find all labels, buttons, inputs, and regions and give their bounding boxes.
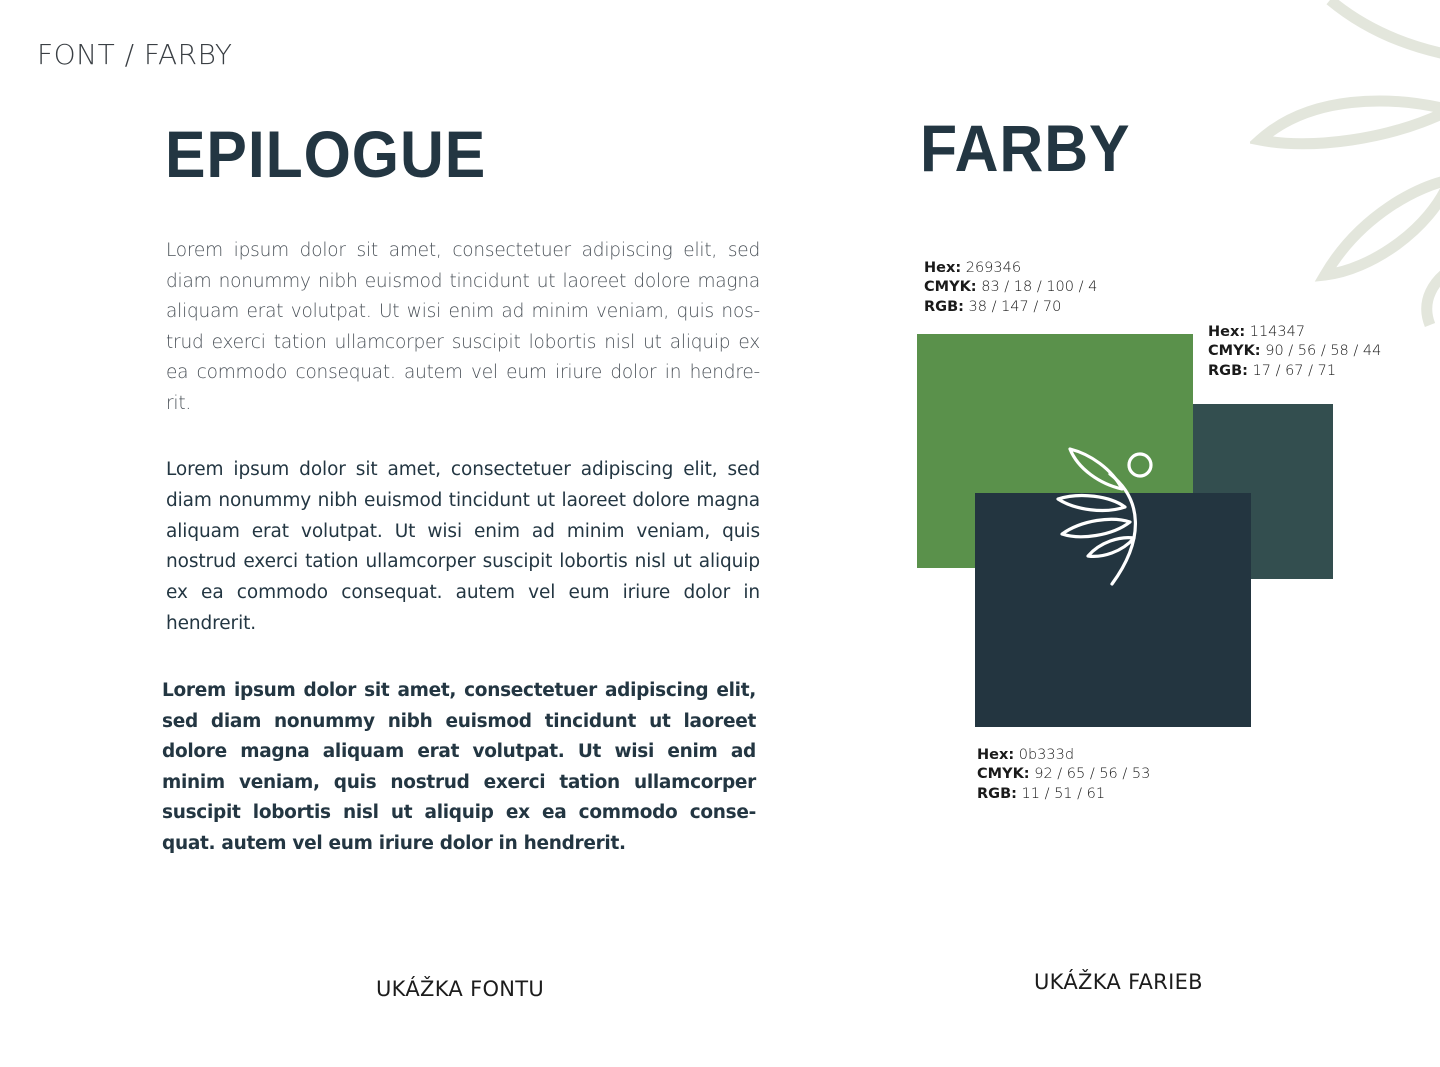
color-sample-caption: UKÁŽKA FARIEB xyxy=(1034,970,1203,994)
font-name-heading: EPILOGUE xyxy=(165,117,487,191)
colors-heading: FARBY xyxy=(920,111,1131,185)
leaf-figure-icon xyxy=(1050,444,1160,590)
swatch-info-dark: Hex: 0b333d CMYK: 92 / 65 / 56 / 53 RGB: 11 / 51 / 61 xyxy=(977,747,1151,802)
swatch-info-teal: Hex: 114347 CMYK: 90 / 56 / 58 / 44 RGB: 17 / 67 / 71 xyxy=(1208,324,1382,379)
sample-paragraph-regular: Lorem ipsum dolor sit amet, consectetuer adipiscing elit, sed diam nonummy nibh euismod tincidunt ut laoreet dolore magna aliquam erat volutpat. Ut wisi enim ad minim veniam, quis nostrud exerci tation ullamcorper suscipit lobortis nisl ut aliquip ex ea commodo consequat. autem vel eum iriure dolor in hendrerit. xyxy=(166,459,760,634)
page-title: FONT / FARBY xyxy=(37,38,233,71)
leaf-decoration-icon xyxy=(1250,0,1440,330)
sample-paragraph-light: Lorem ipsum dolor sit amet, consectetuer adipiscing elit, sed diam nonummy nibh euismod tincidunt ut laoreet dolore magna aliquam erat volutpat. Ut wisi enim ad minim veniam, quis nos-trud exerci tation ullamcorper suscipit lobortis nisl ut aliquip ex ea commodo consequat. autem vel eum iriure dolor in hendre-rit. xyxy=(166,240,760,414)
sample-paragraph-bold: Lorem ipsum dolor sit amet, consectetuer adipiscing elit, sed diam nonummy nibh euismod tincidunt ut laoreet dolore magna aliquam erat volutpat. Ut wisi enim ad minim veniam, quis nostrud exerci tation ullamcorper suscipit lobortis nisl ut aliquip ex ea commodo conse-quat. autem vel eum iriure dolor in hendrerit. xyxy=(162,680,756,854)
font-sample-caption: UKÁŽKA FONTU xyxy=(376,977,545,1001)
swatch-info-green: Hex: 269346 CMYK: 83 / 18 / 100 / 4 RGB: 38 / 147 / 70 xyxy=(924,260,1098,315)
